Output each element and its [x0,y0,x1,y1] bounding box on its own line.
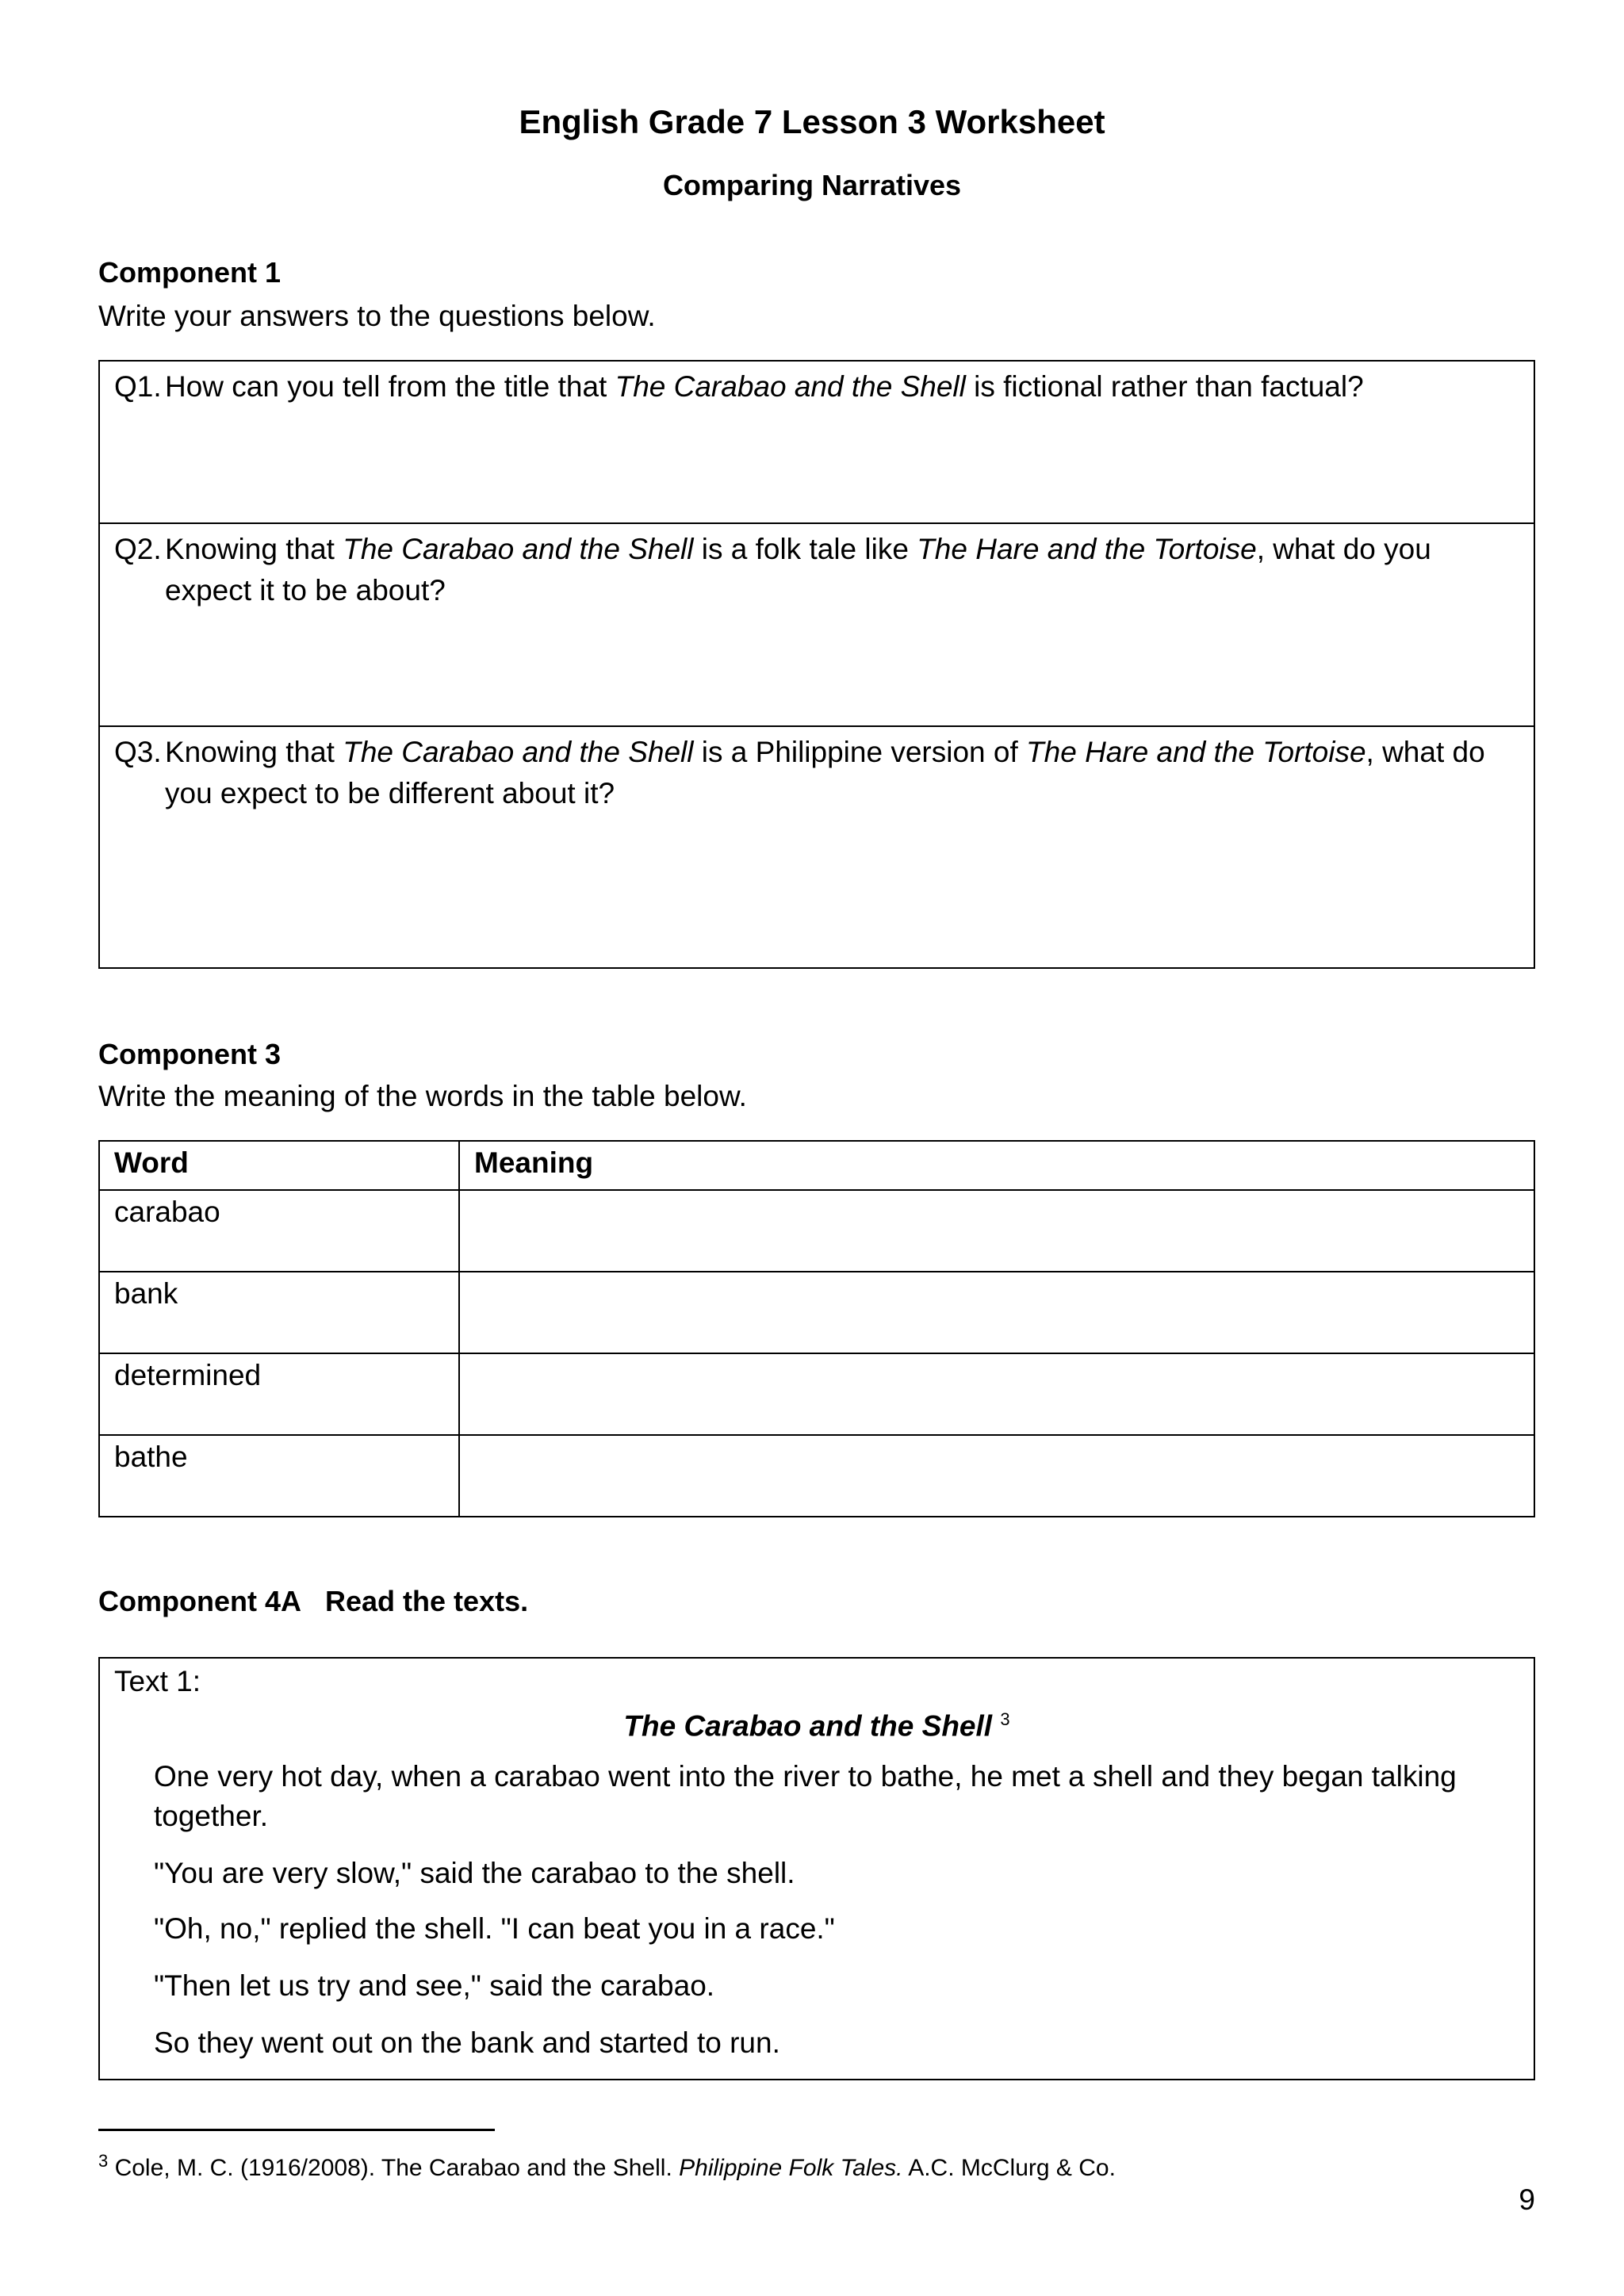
footnote-mark: 3 [1000,1709,1010,1729]
component4a-instruction: Read the texts. [325,1585,529,1617]
question-cell-q1[interactable] [100,362,1534,524]
text1-box [98,1657,1535,2080]
worksheet-title: English Grade 7 Lesson 3 Worksheet [519,103,1105,140]
vocabulary-table [98,1140,1535,1517]
text-label: Text 1: [114,1665,201,1697]
component3-instruction: Write the meaning of the words in the table below. [98,1080,747,1112]
question-number: Q3. [114,736,162,768]
question-table [98,360,1535,969]
question-number: Q2. [114,533,162,565]
component3-heading: Component 3 [98,1038,281,1070]
question-text: Knowing that The Carabao and the Shell is a folk tale like The Hare and the Tortoise, what do you expect it to be about? [165,533,1431,607]
meaning-answer-cell[interactable] [459,1353,1534,1435]
table-row [99,1190,1534,1272]
story-paragraph: One very hot day, when a carabao went into the river to bathe, he met a shell and they began talking together. [154,1760,1457,1832]
column-header-word: Word [99,1141,459,1190]
word-cell: bathe [99,1435,459,1517]
meaning-answer-cell[interactable] [459,1272,1534,1353]
question-cell-q2[interactable] [100,524,1534,727]
component1-instruction: Write your answers to the questions below. [98,300,656,332]
table-row [99,1435,1534,1517]
word-cell: bank [99,1272,459,1353]
story-paragraph: So they went out on the bank and started to run. [154,2026,780,2059]
story-title: The Carabao and the Shell $^3$ [623,1709,1010,1743]
question-text: Knowing that The Carabao and the Shell is a Philippine version of The Hare and the Tortoise, what do you expect to be different about it? [165,736,1485,809]
table-row [99,1353,1534,1435]
meaning-answer-cell[interactable] [459,1190,1534,1272]
component4a-heading: Component 4A Read the texts. [98,1585,529,1617]
question-cell-q3[interactable] [100,727,1534,967]
table-row [99,1272,1534,1353]
footnote-separator [98,2129,495,2131]
story-paragraph: "Then let us try and see," said the carabao. [154,1969,715,2002]
question-number: Q1. [114,370,162,403]
meaning-answer-cell[interactable] [459,1435,1534,1517]
table-header-row [99,1141,1534,1190]
component1-heading: Component 1 [98,256,281,289]
footnote: $^3$ Cole, M. C. (1916/2008). The Carabao and the Shell. Philippine Folk Tales. A.C. McClurg & Co. [98,2151,1116,2181]
story-paragraph: "Oh, no," replied the shell. "I can beat you in a race." [154,1912,835,1945]
page-number: 9 [1519,2183,1535,2216]
question-text: How can you tell from the title that The Carabao and the Shell is fictional rather than factual? [165,370,1364,403]
word-cell: carabao [99,1190,459,1272]
word-cell: determined [99,1353,459,1435]
column-header-meaning: Meaning [459,1141,1534,1190]
story-paragraph: "You are very slow," said the carabao to the shell. [154,1857,795,1889]
worksheet-subtitle: Comparing Narratives [662,169,962,201]
